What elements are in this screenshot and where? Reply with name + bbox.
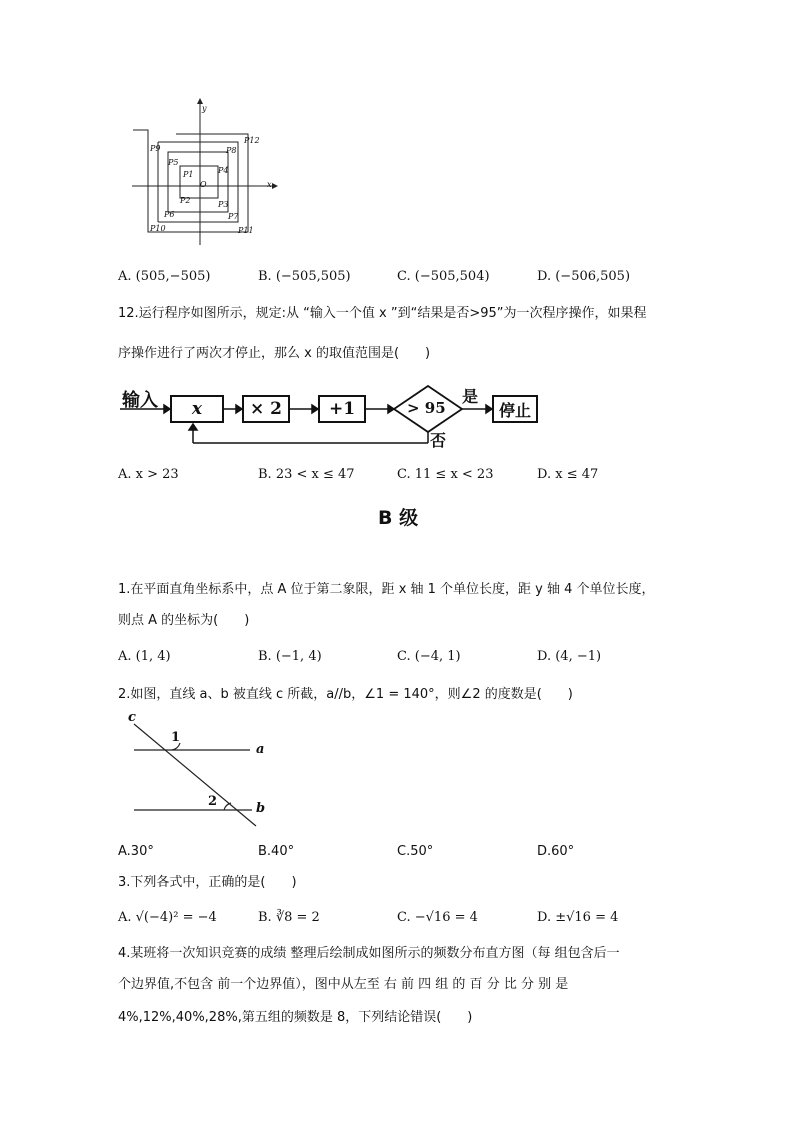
fig-label: P12 [244,136,260,145]
fig-label: P1 [183,170,194,179]
spiral-coordinate-figure [128,100,278,248]
option-b[interactable]: B. ∛8 = 2 [258,910,320,925]
fig-label: x [267,180,272,189]
box-times-2-text: × 2 [250,399,282,419]
option-a[interactable]: A. (505,−505) [118,269,211,284]
fig-label: P6 [164,210,175,219]
option-d[interactable]: D. ±√16 = 4 [537,910,619,925]
fig-label: P8 [226,146,237,155]
option-a[interactable]: A.30° [118,844,154,859]
fig-label: P10 [150,224,166,233]
fig-label: P7 [228,212,239,221]
option-d[interactable]: D.60° [537,844,575,859]
parallel-lines-figure [120,712,280,832]
option-a[interactable]: A. x > 23 [118,467,179,482]
diamond-text: > 95 [407,399,446,417]
q4-text-line2: 个边界值,不包含 前一个边界值），图中从左至 右 前 四 组 的 百 分 比 分 别 是 [118,977,569,992]
box-times-2 [242,395,290,423]
fig-label: P3 [218,200,229,209]
q12-text-line1: 12.运行程序如图所示，规定:从 “输入一个值 x ”到“结果是否>95”为一次程序操作，如果程 [118,306,647,321]
q2-text-line1: 2.如图，直线 a、b 被直线 c 所截，a//b，∠1 = 140°，则∠2 的度数是( ) [118,687,573,702]
label-c: c [128,710,136,725]
q3-text-line1: 3.下列各式中，正确的是( ) [118,875,297,890]
line-c [134,724,256,826]
label-2: 2 [208,794,218,809]
box-plus-1-text: +1 [328,399,356,419]
label-a: a [256,742,265,757]
fig-label: y [202,104,207,113]
option-a[interactable]: A. √(−4)² = −4 [118,910,217,925]
option-d[interactable]: D. (4, −1) [537,649,602,664]
option-a[interactable]: A. (1, 4) [118,649,171,664]
option-d[interactable]: D. (−506,505) [537,269,631,284]
option-c[interactable]: C. −√16 = 4 [397,910,478,925]
fig-label: O [200,180,207,189]
yes-label: 是 [462,387,479,406]
label-b: b [256,801,266,816]
label-1: 1 [171,730,181,745]
option-c[interactable]: C.50° [397,844,434,859]
option-b[interactable]: B.40° [258,844,295,859]
fig-label: P11 [238,226,254,235]
program-flowchart [118,382,558,452]
option-c[interactable]: C. (−505,504) [397,269,490,284]
option-b[interactable]: B. (−1, 4) [258,649,322,664]
fig-label: P9 [150,144,161,153]
option-b[interactable]: B. (−505,505) [258,269,351,284]
q4-text-line3: 4%,12%,40%,28%,第五组的频数是 8，下列结论错误( ) [118,1010,473,1025]
option-c[interactable]: C. 11 ≤ x < 23 [397,467,494,482]
box-plus-1 [318,395,366,423]
q12-text-line2: 序操作进行了两次才停止，那么 x 的取值范围是( ) [118,346,431,361]
input-label: 输入 [122,390,158,411]
box-stop [492,395,538,423]
no-label: 否 [430,431,447,450]
option-c[interactable]: C. (−4, 1) [397,649,461,664]
fig-label: P2 [180,196,191,205]
box-x-text: x [191,399,203,419]
box-x [170,395,224,423]
q1-text-line2: 则点 A 的坐标为( ) [118,613,250,628]
q1-text-line1: 1.在平面直角坐标系中，点 A 位于第二象限，距 x 轴 1 个单位长度，距 y 轴 4 个单位长度， [118,582,655,597]
section-title: B 级 [378,507,419,529]
fig-label: P4 [218,166,229,175]
q4-text-line1: 4.某班将一次知识竞赛的成绩 整理后绘制成如图所示的频数分布直方图（每 组包含后一 [118,946,620,961]
box-stop-text: 停止 [498,400,531,420]
option-b[interactable]: B. 23 < x ≤ 47 [258,467,355,482]
fig-label: P5 [168,158,179,167]
option-d[interactable]: D. x ≤ 47 [537,467,599,482]
